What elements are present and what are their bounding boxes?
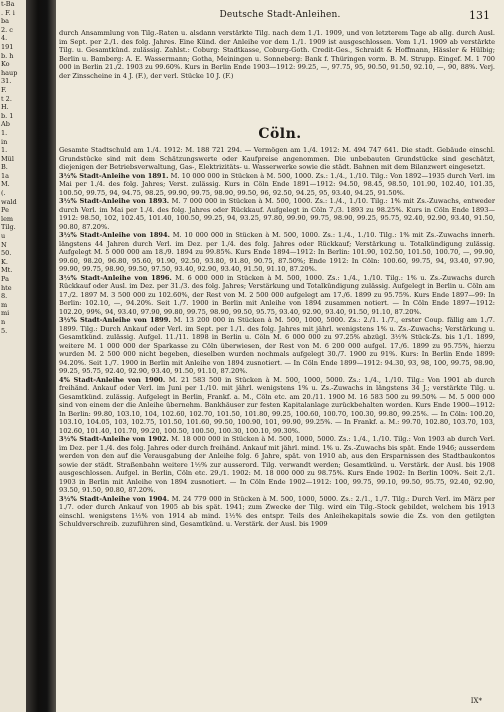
fragment-line: Mt. bbox=[1, 266, 13, 275]
loan-heading: 3½% Stadt-Anleihe von 1896. bbox=[59, 273, 172, 282]
adjacent-page-fragment bbox=[0, 0, 26, 712]
fragment-line: n bbox=[1, 317, 6, 326]
fragment-line: B. bbox=[1, 163, 8, 172]
loan-entry bbox=[59, 197, 495, 231]
loan-heading: 3½% Stadt-Anleihe von 1893. bbox=[59, 197, 170, 205]
fragment-line: 50. bbox=[1, 249, 12, 258]
loan-entry bbox=[59, 172, 495, 198]
loan-entry bbox=[59, 495, 495, 529]
loan-entry bbox=[59, 435, 495, 495]
fragment-line: F. bbox=[1, 85, 7, 94]
loan-heading: 3½% Stadt-Anleihe von 1899. bbox=[59, 316, 171, 324]
fragment-line: ba bbox=[1, 17, 10, 26]
fragment-line: Pa bbox=[1, 275, 9, 283]
fragment-line: N bbox=[1, 240, 7, 249]
loan-heading: 3½% Stadt-Anleihe von 1902. bbox=[59, 435, 169, 443]
fragment-line: (. bbox=[1, 189, 6, 198]
fragment-line: 191 bbox=[1, 42, 14, 51]
fragment-line: 8. bbox=[1, 292, 8, 301]
loan-text: M. 6 000 000 in Stücken à M. 500, 1000. Zs.: 1./4., 1./10. Tilg.: 1% u. Zs.-Zuwachs durch Rückkauf oder Ausl. im Dez. per 31./3. des folg. Jahres; Verstärkung und Totalkündigung zulässig. Aufgelegt in Berlin u. Cöln am 17./2. 1897 M. 3 500 000 zu 102.60%, der Rest von M. 2 500 000 aufgelegt am 17./6. 1899 zu 95.75%. Kurs Ende 1897—99: In Berlin: 102.10, —, 94.20%. Seit 1./7. 1900 in Berlin mit Anleihe von 1894 zusammen notiert. — In Cöln Ende 1897—1912: 102.20, 99%, 94, 93.40, 97.90, 99.80, 99.75, 98.90, 99.50, 95.75, 93.40, 92.90, 93.40, 91.50, 91.10, 87.20%. bbox=[59, 273, 495, 316]
loan-text: M. 7 000 000 in Stücken à M. 500, 1000. Zs.: 1./4., 1./10. Tilg.: 1% mit Zs.-Zuwachs, entweder durch Verl. im Mai per 1./4. des folg. Jahres oder Rückkauf. Aufgelegt in Cöln 7./3. 1893 zu 98.25%. Kurs in Cöln Ende 1893—1912: 98.50, 102, 102.45, 101.40, 100.50, 99.25, 94, 93.25, 97.80, 99.90, 99.75, 98.90, 99.25, 95.75, 92.40, 92.90, 93.40, 91.50, 90.80, 87.20%. bbox=[59, 197, 495, 231]
fragment-line: 1. bbox=[1, 128, 8, 137]
fragment-line: hte bbox=[1, 283, 12, 292]
fragment-line: 4. bbox=[1, 34, 8, 43]
fragment-line: Mül bbox=[1, 154, 14, 163]
signature-mark: IX* bbox=[470, 697, 482, 705]
fragment-line: 31. bbox=[1, 77, 12, 86]
loan-text: M. 10 000 000 in Stücken à M. 500, 1000. Zs.: 1./4., 1./10. Tilg.: 1% mit Zs.-Zuwachs innerh. längstens 44 Jahren durch Verl. im Dez. per 1./4. des folg. Jahres oder Rückkauf; Verstärkung u. Totalkündigung zulässig. Aufgelegt M. 5 000 000 am 18./9. 1894 zu 99.85%. Kurs Ende 1894—1912: In Berlin: 101.90, 102.50, 101.50, 100.70, —, 99.90, 99.60, 98.20, 96.80, 95.60, 91.90, 92.50, 93.80, 91.80, 90.75, 87.50%; Ende 1912: In Cöln: 100.60, 99.75, 94, 93.40, 97.90, 99.90, 99.75, 98.90, 99.50, 97.50, 93.40, 92.90, 93.40, 91.50, 91.10, 87.20%. bbox=[59, 231, 495, 273]
fragment-line: . F. i bbox=[1, 8, 15, 17]
page-number: 131 bbox=[469, 9, 490, 22]
loan-text: M. 21 583 500 in Stücken à M. 500, 1000, 5000. Zs.: 1./4., 1./10. Tilg.: Von 1901 ab durch freihänd. Ankauf oder Verl. im Juni per 1./10. mit jährl. wenigstens 1% u. Zs.-Zuwachs in längstens 34 J.; verstärkte Tilg. u. Gesamtkünd. zulässig. Aufgelegt in Berlin, Frankf. a. M., Cöln etc. am 20./11. 1900 M. 16 583 500 zu 99.50% — M. 5 000 000 sind von einem der die Anleihe übernehm. Bankhäuser zur festen Kapitalanlage zurückbehalten worden. Kurs Ende 1900—1912: In Berlin: 99.80, 103.10, 104, 102.60, 102.70, 101.50, 101.80, 99.25, 100.60, 100.70, 100.30, 99.80, 99.25%. — In Cöln: 100.20, 103.10, 104.05, 103, 102.75, 101.50, 101.60, 99.50, 100.90, 101, 99.90, 99.25%. — In Frankf. a. M.: 99.70, 102.80, 103.70, 103, 102.60, 101.40, 101.70, 99.20, 100.50, 100.50, 100.30, 100.10, 99.30%. bbox=[59, 375, 495, 435]
fragment-line: Pe bbox=[1, 206, 9, 215]
loan-sections bbox=[59, 172, 495, 529]
fragment-line: M. bbox=[1, 180, 10, 189]
loan-entry bbox=[59, 316, 495, 376]
fragment-line: 5. bbox=[1, 326, 8, 335]
fragment-line: wald bbox=[1, 197, 17, 206]
loan-entry bbox=[59, 231, 495, 274]
fragment-line: in bbox=[1, 137, 8, 146]
fragment-line: lem bbox=[1, 214, 14, 223]
loan-entry bbox=[59, 376, 495, 436]
fragment-line: K. bbox=[1, 257, 8, 266]
fragment-line: Ko bbox=[1, 60, 10, 69]
loan-heading: 4% Stadt-Anleihe von 1900. bbox=[59, 375, 166, 384]
loan-text: M. 18 000 000 in Stücken à M. 500, 1000, 5000. Zs.: 1./4., 1./10. Tilg.: Von 1903 ab durch Verl. im Dez. per 1./4. des folg. Jahres oder durch freihänd. Ankauf mit jährl. mind. 1% u. Zs.-Zuwachs bis spät. Ende 1946; ausserdem werden von den auf die Verausgabung der Anleihe folg. 6 Jahre, spät. von 1910 ab, aus den Ersparnissen des Stadtbaukontos sowie der städt. Straßenbahn weitere 1½% zur ausserord. Tilg. verwandt werden; Gesamtkünd. u. Verstärk. der Ausl. bis 1908 ausgeschlossen. Aufgel. in Berlin, Cöln etc. 29./1. 1902: M. 18 000 000 zu 98.75%. Kurs Ende 1902: In Berlin 100%. Seit 2./1. 1903 in Berlin mit Anleihe von 1894 zusnotiert. — In Cöln Ende 1902—1912: 100, 99.75, 99.10, 99.50, 95.75, 92.40, 92.90, 93.50, 91.50, 90.80, 87.20%. bbox=[59, 435, 495, 494]
fragment-line: 1. bbox=[1, 146, 8, 155]
city-heading: Cöln. bbox=[258, 126, 302, 142]
fragment-line: b. 1 bbox=[1, 111, 14, 120]
loan-heading: 3½% Stadt-Anleihe von 1904. bbox=[59, 494, 170, 503]
loan-entry bbox=[59, 274, 495, 317]
loan-heading: 3½% Stadt-Anleihe von 1891. bbox=[59, 171, 169, 180]
loan-text: M. 10 000 000 in Stücken à M. 500, 1000. Zs.: 1./4., 1./10. Tilg.: Von 1892—1935 durch Verl. im Mai per 1./4. des folg. Jahres; Verst. zulässig. Kurs in Cöln Ende 1891—1912: 94.50, 98.45, 98.50, 101.90, 102.40, 101.35, 100.50, 99.75, 94, 94.75, 98.25, 99.90, 99.75, 98.90, 99.50, 96, 92.50, 94.25, 95, 93.40, 94.25, 91.50%. bbox=[59, 171, 495, 197]
city-body bbox=[59, 146, 495, 529]
fragment-line: H. bbox=[1, 103, 9, 112]
fragment-line: 1a bbox=[1, 171, 10, 180]
fragment-line: m bbox=[1, 300, 8, 309]
loan-heading: 3½% Stadt-Anleihe von 1894. bbox=[59, 231, 170, 239]
fragment-line: haup bbox=[1, 68, 18, 77]
fragment-line: Tilg. bbox=[1, 223, 16, 232]
fragment-line: t-Ba bbox=[1, 0, 15, 8]
fragment-line: mi bbox=[1, 309, 10, 318]
fragment-line: b. h bbox=[1, 51, 14, 60]
header-title: Deutsche Stadt-Anleihen. bbox=[219, 10, 341, 20]
loan-text: M. 13 200 000 in Stücken à M. 500, 1000, 5000. Zs.: 2./1. 1./7., erster Coup. fällig am 1./7. 1899. Tilg.: Durch Ankauf oder Verl. im Sept. per 1./1. des folg. Jahres mit jährl. wenigstens 1% u. Zs.-Zuwachs; Verstärkung u. Gesamtkünd. zulässig. Aufgel. 11./11. 1898 in Berlin u. Cöln M. 6 000 000 zu 97.25% abzügl. 3½% Stück-Zs. bis 1./1. 1899, weitere M. 1 000 000 der Sparkasse zu Cöln überwiesen, der Rest von M. 6 200 000 aufgel. 17./6. 1899 zu 95.75%, hierzu wurden M. 2 500 000 nicht begeben, dieselben wurden nochmals aufgelegt 30./7. 1900 zu 91%. Kurs: In Berlin Ende 1899: 94.20%. Seit 1./7. 1900 in Berlin mit Anleihe von 1894 zusnotiert. — In Cöln Ende 1899—1912: 94.30, 93, 98, 100, 99.75, 98.90, 99.25, 95.75, 92.40, 92.90, 93.40, 91.50, 91.10, 87.20%. bbox=[59, 316, 495, 375]
book-gutter bbox=[26, 0, 56, 712]
page bbox=[56, 0, 504, 712]
intro-paragraph: durch Ansammlung von Tilg.-Raten u. alsdann verstärkte Tilg. nach dem 1./1. 1909, und von letzterem Tage ab allg. durch Ausl. im Sept. per 2./1. des folg. Jahres. Eine Künd. der Anleihe vor dem 1./1. 1909 ist ausgeschlossen. Vom 1./1. 1909 ab verstärkte Tilg. u. Gesamtkünd. zulässig. Zahlst.: Coburg: Stadtkasse, Coburg-Goth. Credit-Ges., Schraidt & Hoffmann, Hässler & Hülbig; Berlin u. Bamberg: A. E. Wassermann; Gotha, Meiningen u. Sonneberg: Bank f. Thüringen vorm. B. M. Strupp. Eingef. M. 1 700 000 in Berlin 21./2. 1903 zu 99.60%. Kurs in Berlin Ende 1903—1912: 99.25, —, 97.75, 95, 90.50, 91.50, 92.10, —, 90, 88%. Verj. der Zinsscheine in 4 J. (F.), der verl. Stücke 10 J. (F.) bbox=[59, 29, 495, 80]
fragment-line: Ab bbox=[1, 120, 10, 129]
fragment-line: 2. c bbox=[1, 25, 13, 34]
city-intro-paragraph: Gesamte Stadtschuld am 1./4. 1912: M. 188 721 294. — Vermögen am 1./4. 1912: M. 494 747 641. Die stadt. Gebäude einschl. Grundstücke sind mit dem Schätzungswerte oder Kaufpreise angenommen. Die unbebauten Grundstücke sind geschätzt, diejenigen der Betriebsverwaltung, Gas-, Elektrizitäts- u. Wasserwerke sowie die städt. Bahnen mit dem Bilanzwert eingesetzt. bbox=[59, 146, 495, 171]
fragment-line: t 2. bbox=[1, 94, 12, 103]
loan-text: M. 24 779 000 in Stücken à M. 500, 1000, 5000. Zs.: 2./1., 1./7. Tilg.: Durch Verl. im März per 1./7. oder durch Ankauf von 1905 ab bis spät. 1941; zum Zwecke der Tilg. wird ein Tilg.-Stock gebildet, welchem bis 1913 einschl. wenigstens 1½% von 1914 ab mind. 1½% des entspr. Teils des Anleihekapitals sowie die Zs. von den getilgten Schuldverschreib. zuzuführen sind, Gesamtkünd. u. Verstärk. der Ausl. bis 1909 bbox=[59, 494, 495, 528]
running-header bbox=[56, 10, 504, 24]
fragment-line: u bbox=[1, 232, 6, 241]
